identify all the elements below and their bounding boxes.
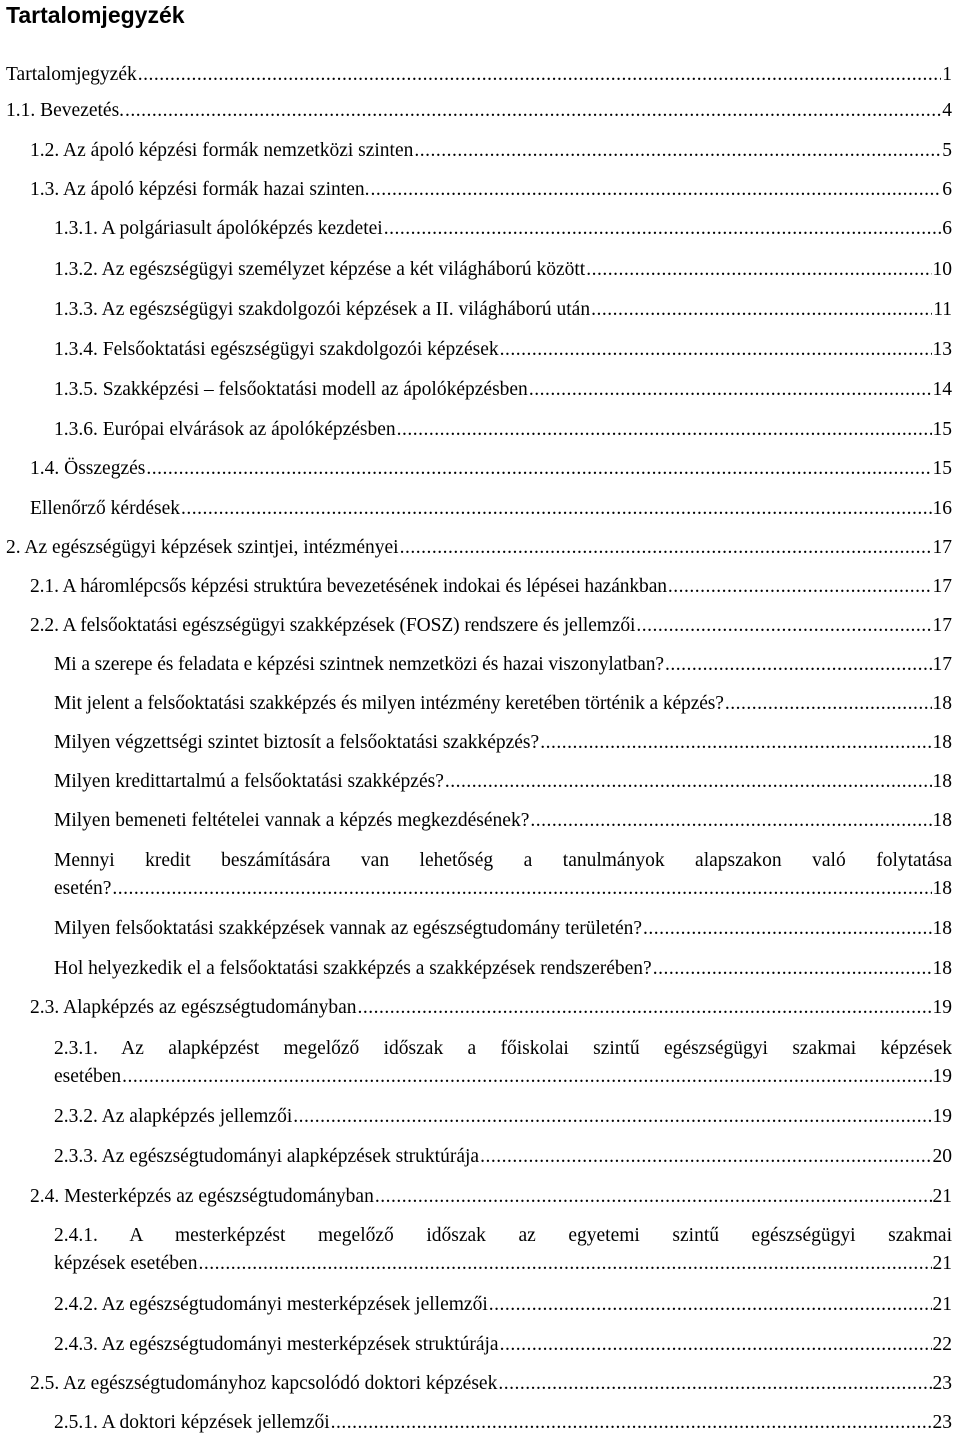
toc-leader	[668, 573, 932, 601]
toc-entry[interactable]	[54, 296, 952, 324]
toc-entry-text: 1.3.5. Szakképzési – felsőoktatási modell az ápolóképzésben	[54, 379, 528, 400]
toc-entry[interactable]	[6, 534, 952, 562]
toc-entry-page: 15	[932, 458, 952, 479]
toc-entry-page: 6	[942, 218, 952, 239]
toc-entry[interactable]	[54, 807, 952, 835]
toc-entry-text: 2.4.2. Az egészségtudományi mesterképzések jellemzői	[54, 1294, 488, 1315]
toc-entry-text: Mi a szerepe és feladata e képzési szintnek nemzetközi és hazai viszonylatban?	[54, 654, 664, 675]
toc-leader	[480, 1143, 931, 1171]
toc-entry-text: képzések esetében	[54, 1253, 198, 1274]
toc-leader	[375, 1183, 932, 1211]
toc-entry-text: esetén?	[54, 878, 112, 899]
toc-entry-text: Mit jelent a felsőoktatási szakképzés és milyen intézmény keretében történik a képzés?	[54, 693, 724, 714]
toc-entry-text: 2.2. A felsőoktatási egészségügyi szakképzések (FOSZ) rendszere és jellemzői	[30, 615, 636, 636]
toc-leader	[540, 729, 931, 757]
toc-entry-page: 17	[932, 615, 952, 636]
toc-entry[interactable]	[54, 847, 952, 903]
toc-entry[interactable]	[54, 1103, 952, 1131]
toc-leader	[586, 256, 931, 284]
toc-entry-page: 4	[942, 100, 952, 121]
toc-leader	[397, 416, 932, 444]
toc-entry-page: 10	[932, 259, 952, 280]
toc-entry-text: Tartalomjegyzék	[6, 64, 137, 85]
toc-entry-text: 1.4. Összegzés	[30, 458, 146, 479]
toc-entry-text: 2.4. Mesterképzés az egészségtudományban	[30, 1186, 374, 1207]
toc-entry[interactable]	[30, 455, 952, 483]
toc-entry[interactable]	[30, 612, 952, 640]
toc-entry-text: 1.3.6. Európai elvárások az ápolóképzésben	[54, 419, 396, 440]
toc-entry-text: 2.5.1. A doktori képzések jellemzői	[54, 1412, 330, 1433]
toc-entry[interactable]	[54, 729, 952, 757]
toc-entry[interactable]	[54, 768, 952, 796]
toc-leader	[500, 336, 932, 364]
toc-entry[interactable]	[54, 256, 952, 284]
toc-entry[interactable]	[54, 651, 952, 679]
toc-entry[interactable]	[30, 495, 952, 523]
toc-entry[interactable]	[6, 61, 952, 89]
toc-entry[interactable]	[54, 955, 952, 983]
toc-leader	[530, 807, 931, 835]
toc-entry-text: 2.3. Alapképzés az egészségtudományban	[30, 997, 357, 1018]
toc-leader	[293, 1103, 931, 1131]
toc-entry[interactable]	[54, 1143, 952, 1171]
toc-leader	[331, 1409, 932, 1437]
toc-entry-text: 1.2. Az ápoló képzési formák nemzetközi szinten	[30, 140, 414, 161]
toc-entry-page: 6	[942, 179, 952, 200]
toc-entry-page: 23	[932, 1412, 952, 1433]
toc-leader	[636, 612, 931, 640]
toc-entry[interactable]	[54, 336, 952, 364]
toc-leader	[112, 875, 931, 903]
toc-leader	[445, 768, 932, 796]
toc-entry-page: 20	[932, 1146, 952, 1167]
toc-entry[interactable]	[54, 416, 952, 444]
toc-entry-text: 1.3.4. Felsőoktatási egészségügyi szakdolgozói képzések	[54, 339, 499, 360]
toc-leader	[529, 376, 932, 404]
toc-entry-page: 5	[942, 140, 952, 161]
toc-entry-text: 1.1. Bevezetés.	[6, 100, 125, 121]
toc-leader	[400, 534, 932, 562]
toc-entry-first-line: 2.4.1. A mesterképzést megelőző időszak az egyetemi szintű egészségügyi szakmai	[54, 1225, 952, 1246]
toc-entry-page: 13	[932, 339, 952, 360]
toc-entry-page: 14	[932, 379, 952, 400]
toc-entry[interactable]	[54, 690, 952, 718]
toc-entry-text: Milyen felsőoktatási szakképzések vannak az egészségtudomány területén?	[54, 918, 643, 939]
toc-entry[interactable]	[30, 137, 952, 165]
toc-entry-page: 18	[932, 918, 952, 939]
toc-leader	[665, 651, 932, 679]
toc-leader	[371, 176, 942, 204]
toc-leader	[125, 97, 941, 125]
toc-entry-text: Hol helyezkedik el a felsőoktatási szakképzés a szakképzések rendszerében?	[54, 958, 652, 979]
toc-entry-text: Milyen bemeneti feltételei vannak a képzés megkezdésének?	[54, 810, 530, 831]
toc-entry-page: 17	[932, 576, 952, 597]
toc-leader	[198, 1250, 931, 1278]
toc-entry[interactable]	[6, 97, 952, 125]
toc-entry-page: 18	[932, 878, 952, 899]
toc-entry-page: 16	[932, 498, 952, 519]
toc-leader	[498, 1370, 931, 1398]
toc-leader	[384, 215, 942, 243]
toc-entry-page: 21	[932, 1186, 952, 1207]
toc-entry-page: 23	[932, 1373, 952, 1394]
toc-entry[interactable]	[30, 1370, 952, 1398]
toc-entry[interactable]	[54, 1035, 952, 1091]
toc-entry-page: 17	[932, 654, 952, 675]
toc-leader	[489, 1291, 932, 1319]
toc-entry-text: 1.3.2. Az egészségügyi személyzet képzése a két világháború között	[54, 259, 586, 280]
toc-entry-text: 2. Az egészségügyi képzések szintjei, intézményei	[6, 537, 399, 558]
toc-entry-first-line: 2.3.1. Az alapképzést megelőző időszak a főiskolai szintű egészségügyi szakmai képzések	[54, 1038, 952, 1059]
toc-entry-page: 18	[932, 693, 952, 714]
toc-entry-page: 18	[932, 771, 952, 792]
toc-entry-text: Milyen kredittartalmú a felsőoktatási szakképzés?	[54, 771, 444, 792]
toc-entry-page: 19	[932, 1066, 952, 1087]
toc-entry[interactable]	[30, 176, 952, 204]
toc-leader	[643, 915, 931, 943]
toc-entry-text: 2.1. A háromlépcsős képzési struktúra bevezetésének indokai és lépései hazánkban	[30, 576, 667, 597]
toc-entry[interactable]	[54, 1291, 952, 1319]
toc-entry-page: 1	[942, 64, 952, 85]
toc-entry-text: 1.3. Az ápoló képzési formák hazai szinten.	[30, 179, 370, 200]
toc-entry-page: 11	[933, 299, 952, 320]
toc-entry-page: 18	[932, 810, 952, 831]
toc-entry-page: 19	[932, 1106, 952, 1127]
toc-entry-text: Milyen végzettségi szintet biztosít a felsőoktatási szakképzés?	[54, 732, 540, 753]
toc-entry-first-line: Mennyi kredit beszámítására van lehetőség a tanulmányok alapszakon való folytatása	[54, 850, 952, 871]
toc-entry-page: 21	[932, 1294, 952, 1315]
toc-entry-text: 2.4.3. Az egészségtudományi mesterképzések struktúrája	[54, 1334, 499, 1355]
toc-leader	[414, 137, 941, 165]
toc-leader	[725, 690, 932, 718]
toc-entry-text: 2.3.2. Az alapképzés jellemzői	[54, 1106, 293, 1127]
toc-entry-text: esetében	[54, 1066, 122, 1087]
toc-entry-text: 2.5. Az egészségtudományhoz kapcsolódó doktori képzések	[30, 1373, 498, 1394]
toc-entry-page: 18	[932, 958, 952, 979]
toc-entry[interactable]	[54, 1222, 952, 1278]
toc-leader	[358, 994, 932, 1022]
toc-entry-text: 2.3.3. Az egészségtudományi alapképzések struktúrája	[54, 1146, 480, 1167]
toc-leader	[653, 955, 932, 983]
page-title: Tartalomjegyzék	[6, 2, 185, 28]
toc-entry-page: 15	[932, 419, 952, 440]
toc-entry-page: 21	[932, 1253, 952, 1274]
toc-entry-page: 19	[932, 997, 952, 1018]
toc-leader	[146, 455, 931, 483]
toc-entry[interactable]	[30, 573, 952, 601]
toc-entry[interactable]	[54, 1331, 952, 1359]
toc-leader	[122, 1063, 931, 1091]
toc-entry-page: 17	[932, 537, 952, 558]
toc-entry[interactable]	[30, 1183, 952, 1211]
toc-entry-text: 1.3.1. A polgáriasult ápolóképzés kezdetei	[54, 218, 383, 239]
toc-leader	[500, 1331, 932, 1359]
toc-entry-page: 18	[932, 732, 952, 753]
toc-entry[interactable]	[54, 1409, 952, 1437]
toc-entry-text: Ellenőrző kérdések	[30, 498, 180, 519]
toc-leader	[181, 495, 932, 523]
toc-entry[interactable]	[54, 376, 952, 404]
toc-leader	[591, 296, 932, 324]
toc-entry-text: 1.3.3. Az egészségügyi szakdolgozói képzések a II. világháború után	[54, 299, 591, 320]
toc-entry-page: 22	[932, 1334, 952, 1355]
toc-entry[interactable]	[30, 994, 952, 1022]
toc-entry[interactable]	[54, 215, 952, 243]
toc-entry[interactable]	[54, 915, 952, 943]
toc-leader	[138, 61, 942, 89]
